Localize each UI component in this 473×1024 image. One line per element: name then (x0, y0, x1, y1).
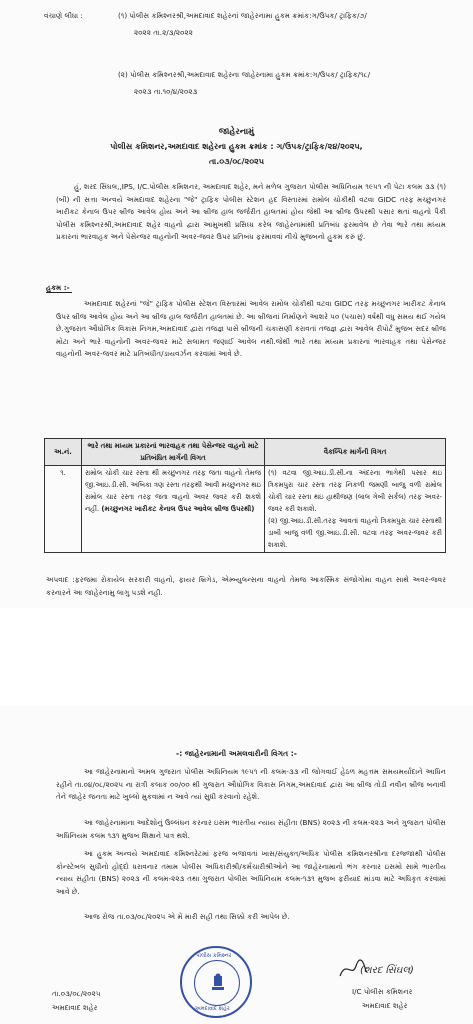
seal-bottom-text: અમદાવાદ શહેર (195, 1006, 230, 1012)
implementation-paragraph-3: આ હુકમ અન્વયે અમદાવાદ કમિશ્નરેટમાં ફરજ બજાવતાં ખાસ/સંયુક્ત/અધિક પોલીસ કમિશનરશ્રીના દરજ્જાથી પોલીસ કોન્સ્ટેબલ સુધીનો હોદ્દો ધરાવનાર તમામ પોલીસ અધિકારીશ્રી/કર્મચારીશ્રીઓને આ જાહેરનામાનો ભંગ કરનાર ઇસમો સામે ભારતીય ન્યાય સંહીતા (BNS) ૨૦૨૩ ની કલમ-૨૨૩ તથા ગુજરાત પોલીસ અધિનિયમ કલમ-૧૩૧ મુજબ ફરીયાદ માંડવા માટે અધિકૃત કરવામાં આવે છે. (56, 849, 446, 896)
alternate-route-cell (265, 466, 446, 553)
signatory-title: I/C પોલીસ કમિશનર (352, 987, 413, 996)
reference-1-line-2: ૨૦૨૨ તા.૨/૩/૨૦૨૨ (134, 28, 193, 37)
table-header-alternate-route: વૈકલ્પિક માર્ગની વિગત (265, 439, 446, 466)
banned-route-text: રામોલ ચોકી ચાર રસ્તા થી મચ્છુનગર તરફ જતા વાહનો તેમજ જી.આઇ.ડી.સી. અંબિકા ત્રણ રસ્તા તરફથી આવી મચ્છુનગર થઇ રામોલ ચાર રસ્તા તરફ જતા વાહનો અવર જવર કરી શકશે નહીં. (85, 469, 261, 513)
implementation-paragraph-1: આ જાહેરનામાનો અમલ ગુજરાત પોલીસ અધિનિયમ ૧૯૫૧ ની કલમ-૩૩ ની જોગવાઈ હેઠળ મહત્તમ સમયમર્યાદાને આધિન રહીને તા.૦૪/૦૮/૨૦૨૫ ના રાત્રી કલાક ૦૦/૦૦ થી ગુજરાત ઔધોગિક વિકાસ નિગમ,અમદાવાદ દ્વારા આ બ્રીજ તોડી નવીન બ્રીજ બનાવી તેને જાહેર જનતા માટે ખુલ્લો મુકવામાં ન આવે ત્યાં સુધી કરવાનો રહેશે. (56, 767, 446, 801)
notification-heading: જાહેરનામું (218, 127, 255, 137)
implementation-section-title: -: જાહેરનામાની અમલવારીની વિગત :- (176, 749, 297, 758)
order-paragraph: અમદાવાદ શહેરનાં "જે" ટ્રાફિક પોલીસ સ્ટેશન વિસ્તારમાં આવેલ રામોલ ચોકીથી વટવા GIDC તરફ મચ્છુનગર ખારીકટ કેનાલ ઉપર બ્રીજ આવેલ હોય અને આ બ્રીજ હાલ જર્જરીત હાલતમાં છે. આ બ્રીજનાં નિર્માણને આશરે ૫૦ (પચાસ) વર્ષથી વધુ સમય થઈ ગયેલ છે.ગુજરાત ઔધોગિક વિકાસ નિગમ,અમદાવાદ દ્વારા તજજ્ઞ પાસે બ્રીજની ચકાસણી કરાવતાં તજજ્ઞ દ્વારા આવેલ રીપોર્ટ મુજબ સદર બ્રીજ મોટા અને ભારે વાહનોની અવર-જવર માટે સલામત જણાઈ આવેલ નથી.જેથી ભારે તથા મધ્યમ પ્રકારનાં ભારવાહક તથા પેસેન્જર વાહનોની અવર-જવર માટે પ્રતિબંધીત/ડાયવર્ઝન કરવામાં આવે છે. (56, 299, 446, 358)
table-header-number: અ.નં. (45, 439, 82, 466)
signatory-place: અમદાવાદ શહેર (362, 1001, 408, 1010)
alternate-route-2: (૨) જી.આઇ.ડી.સી.તરફ આવતાં વાહનો ત્રિકમપુરા ચાર રસ્તાથી ડાબી બાજુ વળી જી.આઇ.ડી.સી. વટવા તરફ અવર-જવર કરી શકાશે. (268, 517, 442, 549)
reference-1-line-1: (૧) પોલીસ કમિશ્નરશ્રી,અમદાવાદ શહેરનાં જાહેરનામા હુકમ ક્રમાંક:ગ/ઉપક/ ટ્રાફિક/૭/ (118, 11, 367, 20)
reference-2-line-2: ૨૦૨૩ તા.૧૦/૪/૨૦૨૩ (134, 87, 198, 96)
order-label: હુકમ :- (46, 283, 70, 292)
official-seal (180, 946, 252, 1018)
exception-paragraph: અપવાદ :ફરજમા રોકાયેલ સરકારી વાહનો, ફાયર બ્રિગેડ, એમ્બ્યુલન્સના વાહનો તેમજ આકસ્મિક સંજોગોમા વાહન સાથે અવર-જવર કરનારને આ જાહેરનામુ લાગુ પડશે નહી. (46, 575, 446, 597)
implementation-paragraph-4: આજ રોજ તા.૦૩/૦૮/૨૦૨૫ એ મેં મારી સહી તથા સિક્કો કરી આપેલ છે. (84, 912, 290, 921)
implementation-paragraph-2: આ જાહેરનામાના આદેશોનું ઉલ્લંઘન કરનાર ઇસમ ભારતીય ન્યાય સંહીતા (BNS) ૨૦૨૩ ની કલમ-૨૨૩ અને ગુજરાત પોલીસ અધિનિયમ કલમ ૧૩૧ મુજબ શિક્ષાને પાત્ર થશે. (56, 818, 446, 840)
banned-route-cell (82, 466, 265, 553)
route-table (44, 438, 446, 553)
issue-date: તા.૦૩/૦૮/૨૦૨૫ (52, 989, 101, 998)
table-row (45, 466, 446, 553)
order-label-underline (46, 292, 72, 293)
issue-place: અમદાવાદ શહેર (52, 1003, 98, 1012)
alternate-route-1: (૧) વટવા જી.આઇ.ડી.સી.ના અંદરના ભાગેથી પસાર થઇ ત્રિકમપુરા ચાર રસ્તા તરફ નિકળી જમણી બાજુ વળી રામોલ ચોકી ચાર રસ્તા થઇ હાથીજણ (લાલ ગેબી સર્કલ) તરફ અવર-જવર કરી શકાશે. (268, 469, 442, 513)
emblem-icon (211, 973, 225, 993)
signature-name: (શરદ સિંઘલ) (360, 965, 414, 976)
order-date: તા.૦૩/૦૮/૨૦૨૫ (209, 157, 264, 166)
signature-scribble (338, 958, 368, 980)
page-gap (0, 608, 473, 706)
intro-paragraph: હું, શરદ સિંઘલ,,IPS, I/C.પોલીસ કમિશનર, અમદાવાદ શહેર, મને મળેલ ગુજરાત પોલીસ અધિનિયમ ૧૯૫૧ ની પેટા કલમ ૩૩ (૧) (બી) ની સત્તા અન્વયે અમદાવાદ શહેરના "જે" ટ્રાફિક પોલીસ સ્ટેશન હદ વિસ્તારમાં રામોલ ચોકીથી વટવા GIDC તરફ મચ્છુનગર ખારીકટ કેનાલ ઉપર બ્રીજ આવેલ હોય અને આ બ્રીજ હાલ જર્જરીત હાલતમાં હોય જેથી આ બ્રીજ ઉપરથી પસાર થતાં વાહનો પૈકી પોલીસ કમિશ્નરશ્રી,અમદાવાદ શહેર વાહનો દ્વારા આમુખથી પ્રસિધ્ધ કરેલ જાહેરનામાંથી પ્રતિબંધ ફરમાવેલ છે તેવા ભારે તથા મધ્યમ પ્રકારનાં ભારવાહક અને પેસેન્જર વાહનોની અવર-જવર ઉપર પ્રતિબંધ ફરમાવવાં નીચે મુજબનો હુકમ કરું છું. (56, 182, 446, 241)
table-header-banned-route: ભારે તથા મધ્યમ પ્રકારનાં ભારવાહક તથા પેસેન્જર વાહનો માટે પ્રતિબંધિત માર્ગની વિગત (82, 439, 265, 466)
reference-label: વંચાણે લીધા : (44, 11, 83, 20)
order-number: પોલીસ કમિશનર,અમદાવાદ શહેરના હુકમ ક્રમાંક : ગ/ઉપક/ટ્રાફિક/૨૪/૨૦૨૫, (110, 142, 363, 151)
reference-2-line-1: (૨) પોલીસ કમિશ્નરશ્રી,અમદાવાદ શહેરના જાહેરનામા હુકમ ક્રમાંક:ગ/ઉપક/ ટ્રાફિક/૧૮/ (118, 70, 370, 79)
row-number: ૧. (45, 466, 82, 553)
banned-route-bridge: (મચ્છુનગર ખારીકટ કેનાલ ઉપર આવેલ બ્રીજ ઉપરથી) (101, 505, 255, 513)
seal-top-text: પોલીસ કમિશ્નર (196, 953, 232, 959)
